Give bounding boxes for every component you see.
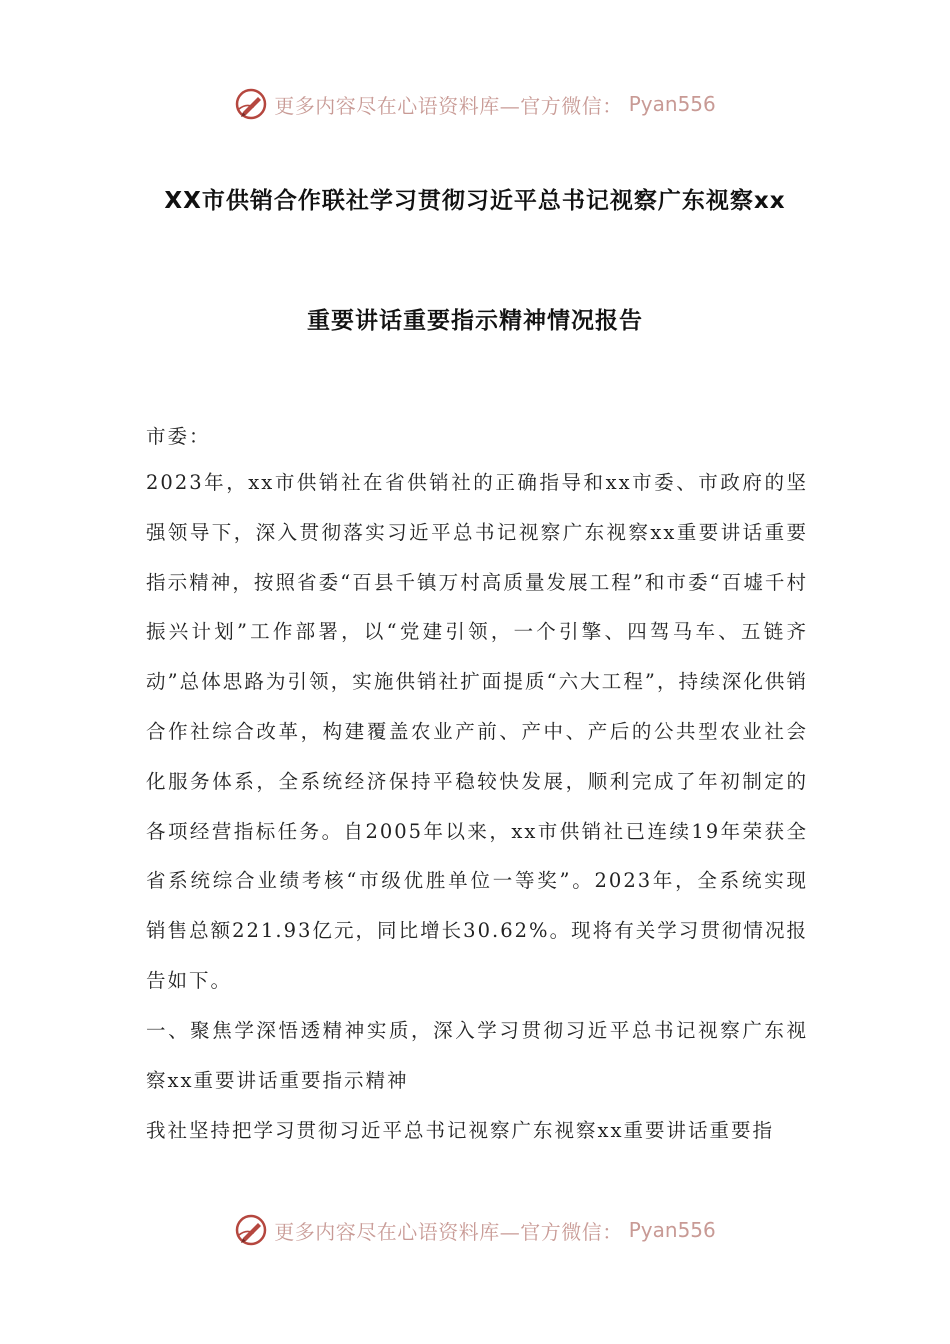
pen-logo-icon [234,1213,268,1247]
watermark-wechat-id: Pyan556 [628,92,716,116]
paragraph-text: 我社坚持把学习贯彻习近平总书记视察广东视察xx重要讲话重要指 [146,1119,774,1142]
watermark-header [0,84,950,124]
pen-logo-icon [234,87,268,121]
watermark-footer [0,1210,950,1250]
section-heading-1 [146,1006,808,1106]
watermark-text: 更多内容尽在心语资料库—官方微信： [274,1219,623,1244]
watermark-wechat-id: Pyan556 [628,1218,716,1242]
salutation: 市委： [146,425,211,448]
body-paragraph-2 [146,1106,808,1156]
section-heading-text: 一、聚焦学深悟透精神实质，深入学习贯彻习近平总书记视察广东视察xx重要讲话重要指示精神 [146,1019,808,1092]
document-title-line-1: XX市供销合作联社学习贯彻习近平总书记视察广东视察xx [164,188,786,214]
document-title-line-2: 重要讲话重要指示精神情况报告 [307,308,643,334]
body-paragraph-1 [146,458,808,1006]
watermark-text: 更多内容尽在心语资料库—官方微信： [274,93,623,118]
paragraph-text: 2023年，xx市供销社在省供销社的正确指导和xx市委、市政府的坚强领导下，深入贯彻落实习近平总书记视察广东视察xx重要讲话重要指示精神，按照省委“百县千镇万村高质量发展工程”和市委“百墟千村振兴计划”工作部署，以“党建引领，一个引擎、四驾马车、五链齐动”总体思路为引领，实施供销社扩面提质“六大工程”，持续深化供销合作社综合改革，构建覆盖农业产前、产中、产后的公共型农业社会化服务体系，全系统经济保持平稳较快发展，顺利完成了年初制定的各项经营指标任务。自2005年以来，xx市供销社已连续19年荣获全省系统综合业绩考核“市级优胜单位一等奖”。2023年，全系统实现销售总额221.93亿元，同比增长30.62%。现将有关学习贯彻情况报告如下。 [146,471,808,992]
